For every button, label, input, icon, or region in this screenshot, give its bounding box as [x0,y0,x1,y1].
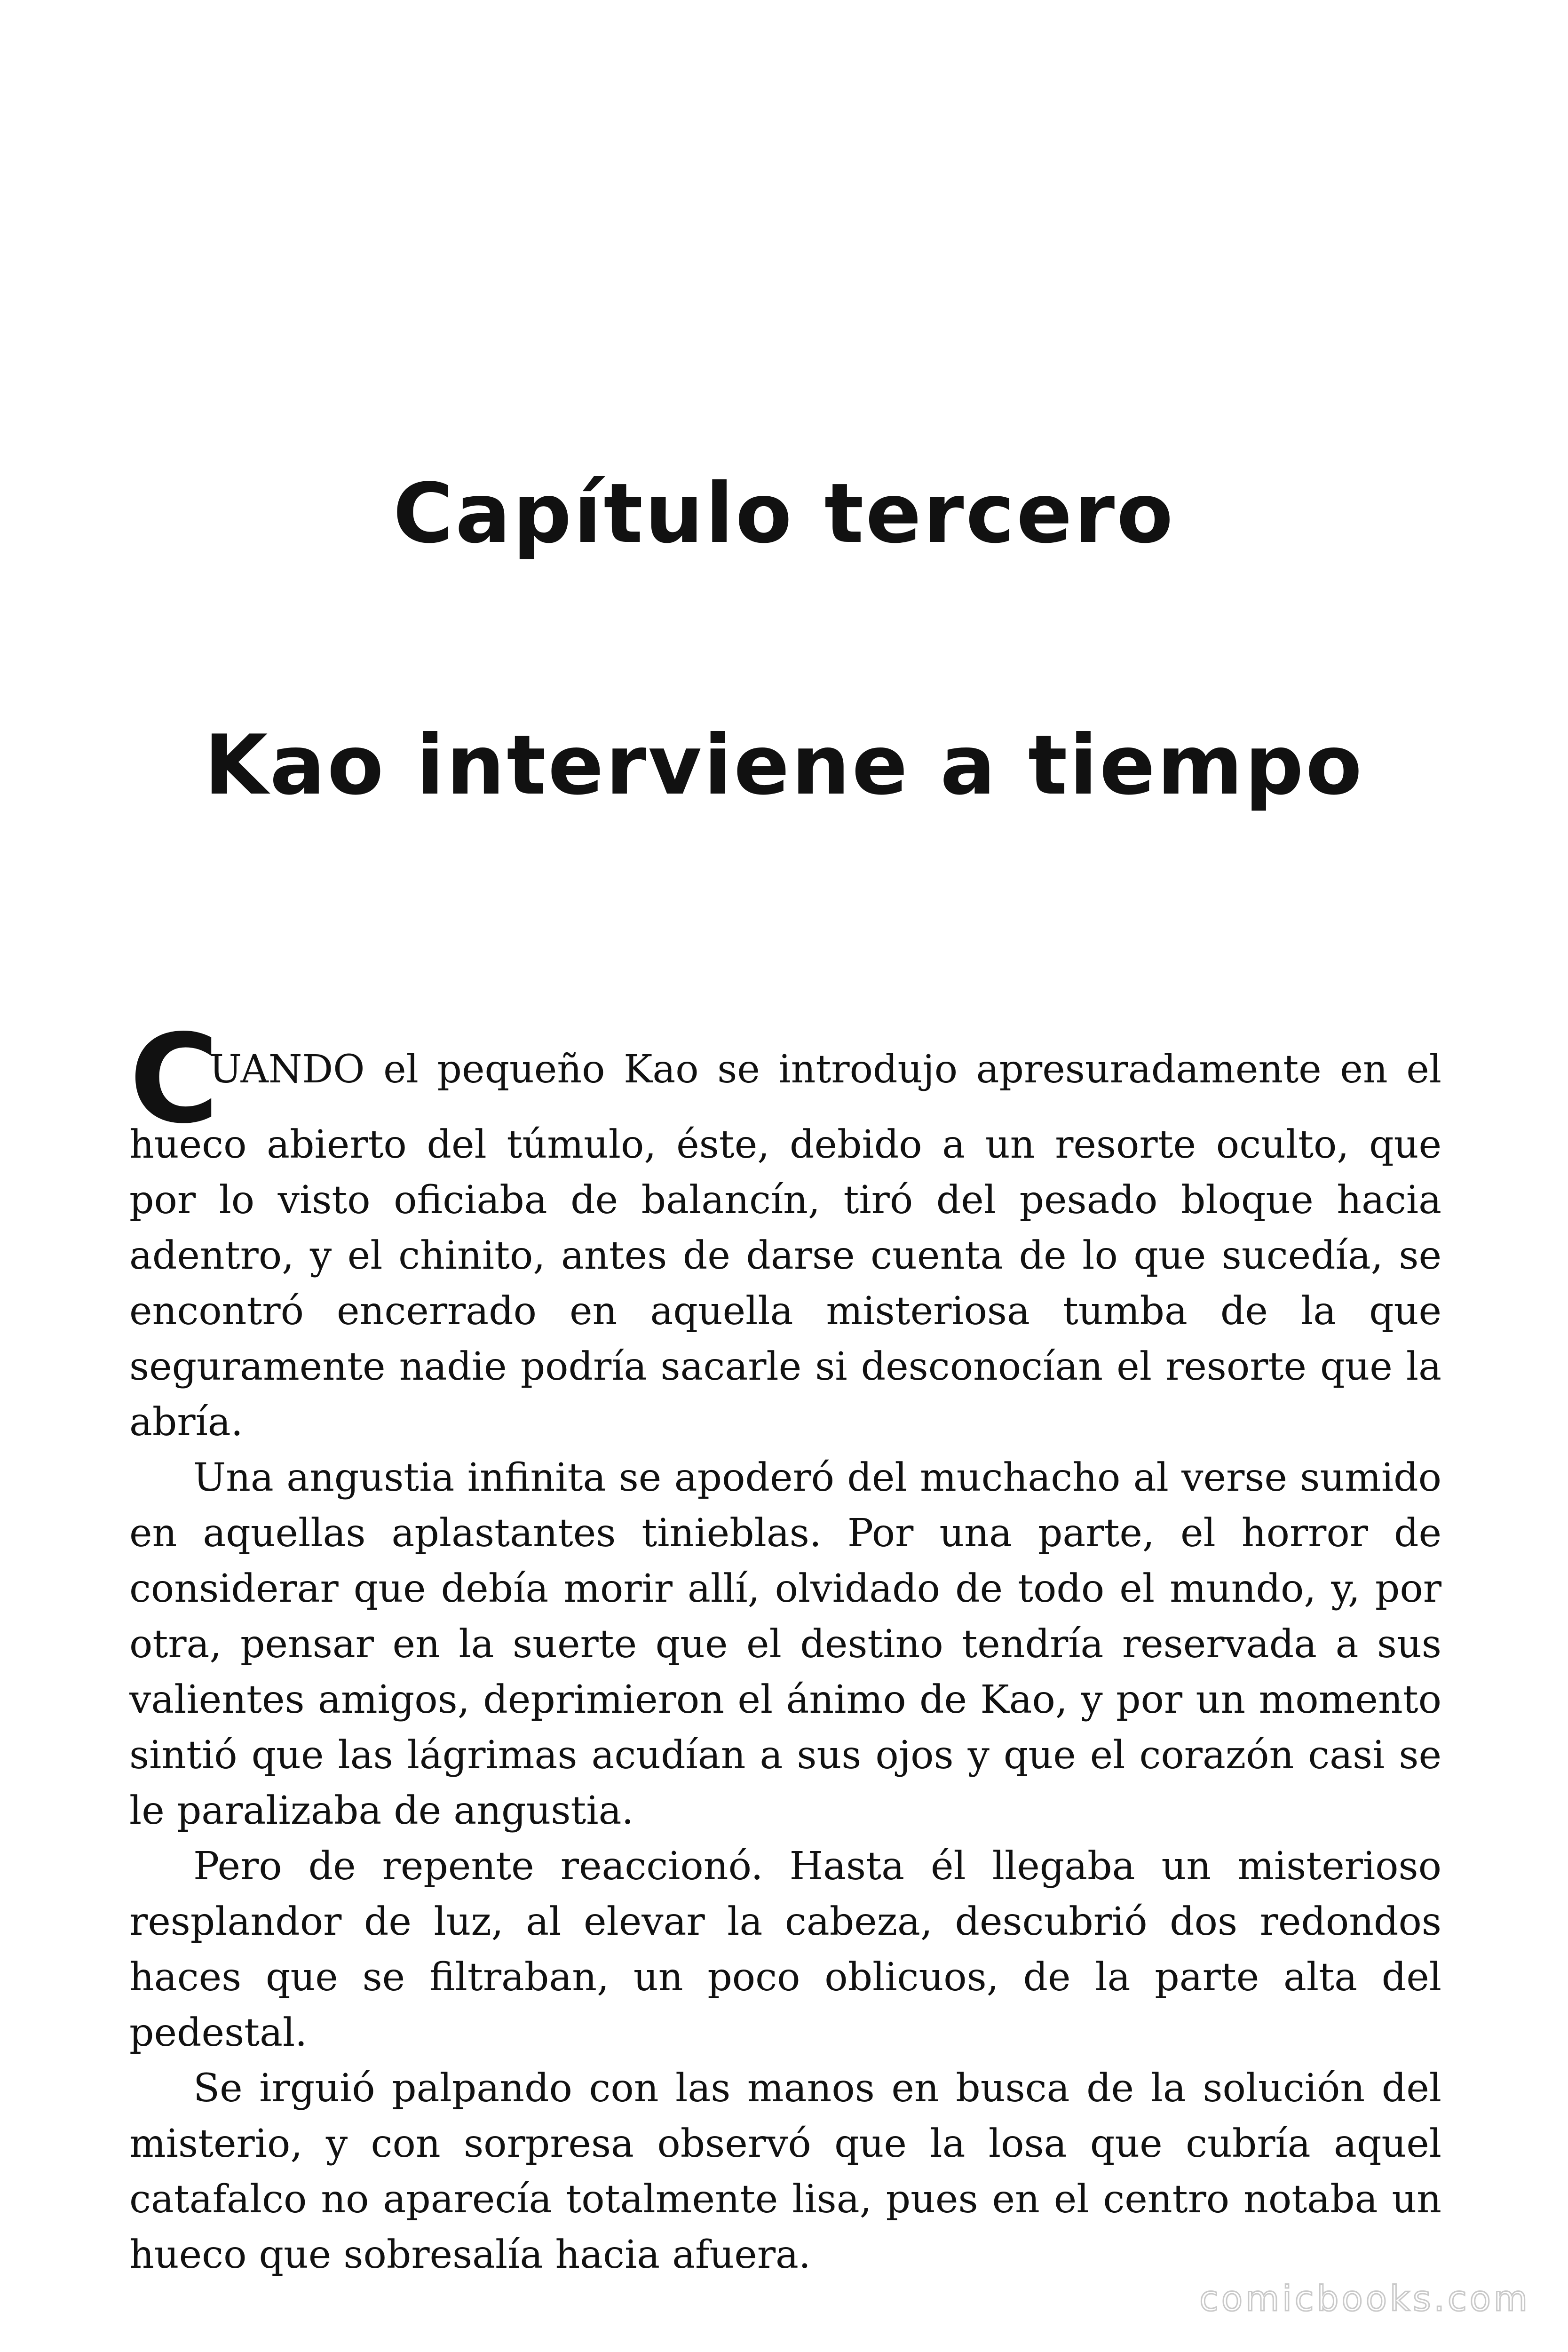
chapter-title-heading: Kao interviene a tiempo [204,718,1364,813]
chapter-number-heading: Capítulo tercero [393,466,1175,562]
paragraph-2: Una angustia infinita se apoderó del muchacho al verse sumido en aquellas aplastantes tinieblas. Por una parte, el horror de considerar que debía morir allí, olvidado de todo el mundo, y, por otra, pensar en la suerte que el destino tendría reservada a sus valientes amigos, deprimieron el ánimo de Kao, y por un momento sintió que las lágrimas acudían a sus ojos y que el corazón casi se le paralizaba de angustia. [129,1455,1441,1833]
paragraph-1 [129,1009,1441,1450]
drop-cap: C [129,1009,219,1151]
site-watermark: comicbooks.com [1199,2279,1530,2319]
opening-line-text: UANDO el pequeño Kao se introdujo apresuradamente en el [209,1047,1441,1092]
paragraph-3: Pero de repente reaccionó. Hasta él llegaba un misterioso resplandor de luz, al elevar la cabeza, descubrió dos redondos haces que se filtraban, un poco oblicuos, de la parte alta del pedestal. [129,1844,1441,2055]
paragraph-4: Se irguió palpando con las manos en busca de la solución del misterio, y con sorpresa observó que la losa que cubría aquel catafalco no aparecía totalmente lisa, pues en el centro notaba un hueco que sobresalía hacia afuera. [129,2066,1441,2277]
paragraph-1-text: hueco abierto del túmulo, éste, debido a un resorte oculto, que por lo visto oficiaba de balancín, tiró del pesado bloque hacia adentro, y el chinito, antes de darse cuenta de lo que sucedía, se encontró encerrado en aquella misteriosa tumba de la que seguramente nadie podría sacarle si desconocían el resorte que la abría. [129,1122,1441,1445]
opening-line [129,1009,1441,1151]
chapter-body [129,1009,1441,2283]
